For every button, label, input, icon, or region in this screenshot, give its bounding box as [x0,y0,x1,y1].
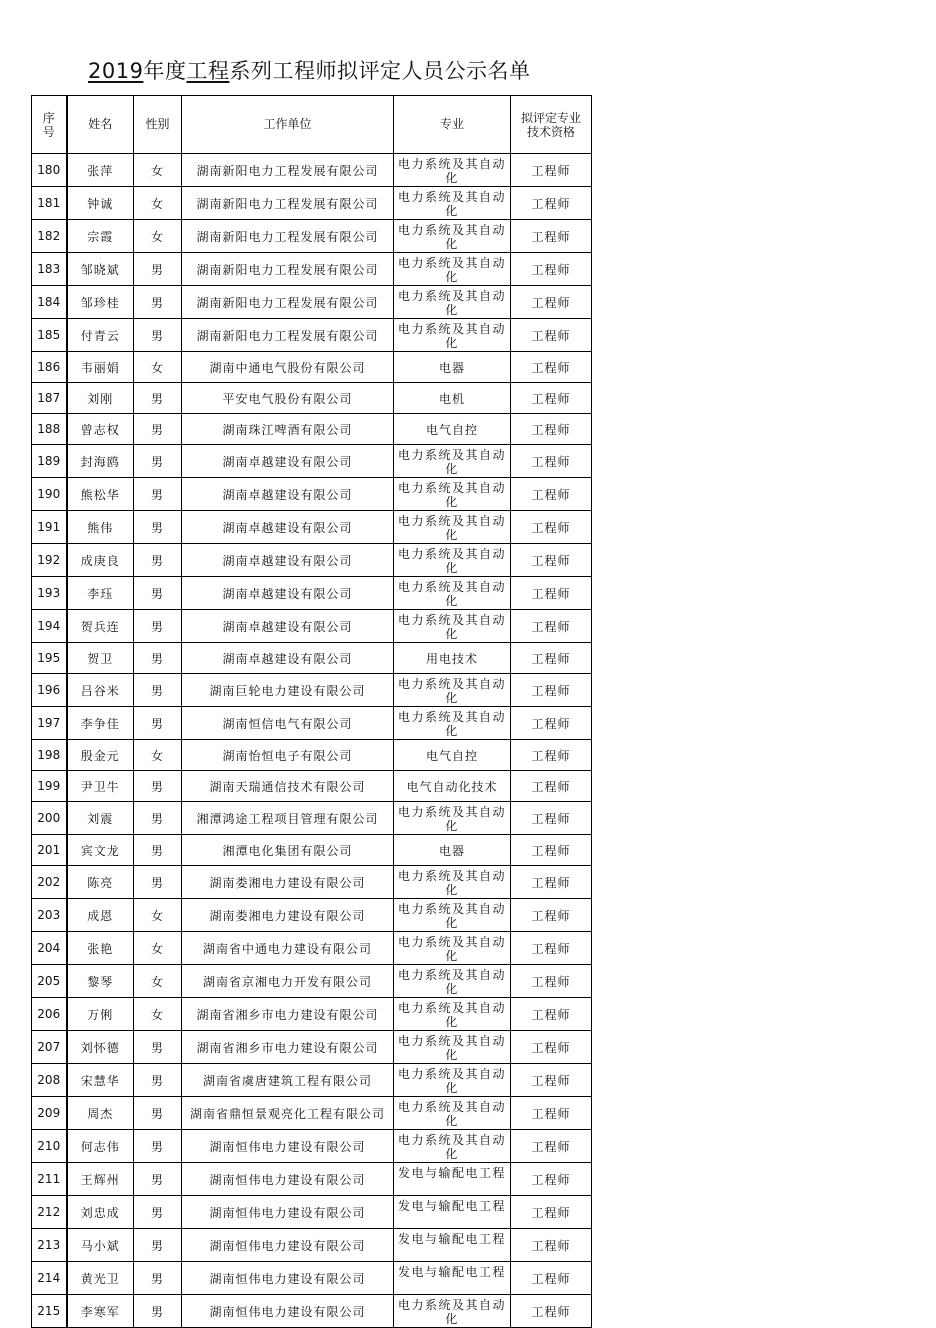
cell-name: 成庚良 [67,544,134,577]
table-row [32,1163,592,1196]
cell-gender: 男 [134,1262,182,1295]
cell-major: 电力系统及其自动化 [394,478,511,511]
cell-major: 电器 [394,352,511,383]
cell-major: 用电技术 [394,643,511,674]
cell-name: 宾文龙 [67,835,134,866]
cell-qual: 工程师 [511,414,592,445]
cell-seq: 203 [32,899,67,932]
cell-qual: 工程师 [511,965,592,998]
cell-major: 电力系统及其自动化 [394,998,511,1031]
table-row [32,610,592,643]
cell-seq: 198 [32,740,67,771]
cell-seq: 183 [32,253,67,286]
cell-unit: 湖南卓越建设有限公司 [182,445,394,478]
cell-name: 刘怀德 [67,1031,134,1064]
cell-major: 电力系统及其自动化 [394,1295,511,1328]
cell-name: 马小斌 [67,1229,134,1262]
cell-major: 电力系统及其自动化 [394,965,511,998]
table-row [32,383,592,414]
cell-gender: 男 [134,1064,182,1097]
cell-unit: 湖南怡恒电子有限公司 [182,740,394,771]
cell-name: 黄光卫 [67,1262,134,1295]
cell-unit: 湖南卓越建设有限公司 [182,610,394,643]
table-row [32,445,592,478]
cell-seq: 188 [32,414,67,445]
cell-gender: 女 [134,998,182,1031]
cell-name: 刘震 [67,802,134,835]
cell-seq: 187 [32,383,67,414]
cell-seq: 191 [32,511,67,544]
cell-unit: 湖南新阳电力工程发展有限公司 [182,286,394,319]
cell-gender: 男 [134,1196,182,1229]
cell-qual: 工程师 [511,544,592,577]
cell-qual: 工程师 [511,643,592,674]
cell-qual: 工程师 [511,220,592,253]
cell-unit: 湖南中通电气股份有限公司 [182,352,394,383]
cell-gender: 男 [134,286,182,319]
cell-qual: 工程师 [511,352,592,383]
cell-gender: 男 [134,383,182,414]
cell-name: 成恩 [67,899,134,932]
cell-major: 电力系统及其自动化 [394,319,511,352]
table-row [32,932,592,965]
cell-name: 王辉州 [67,1163,134,1196]
table-row [32,674,592,707]
table-row [32,352,592,383]
cell-qual: 工程师 [511,286,592,319]
cell-seq: 190 [32,478,67,511]
header-row [32,96,592,154]
cell-gender: 男 [134,771,182,802]
cell-major: 电力系统及其自动化 [394,866,511,899]
cell-major: 电力系统及其自动化 [394,707,511,740]
cell-gender: 男 [134,866,182,899]
cell-qual: 工程师 [511,319,592,352]
cell-unit: 湖南恒伟电力建设有限公司 [182,1262,394,1295]
cell-major: 电力系统及其自动化 [394,511,511,544]
cell-major: 电力系统及其自动化 [394,544,511,577]
cell-gender: 男 [134,643,182,674]
cell-qual: 工程师 [511,771,592,802]
table-row [32,866,592,899]
cell-gender: 女 [134,154,182,187]
cell-gender: 男 [134,253,182,286]
cell-name: 张艳 [67,932,134,965]
cell-unit: 湖南恒伟电力建设有限公司 [182,1163,394,1196]
cell-major: 电力系统及其自动化 [394,253,511,286]
cell-gender: 男 [134,1163,182,1196]
title-part3: 系列工程师拟评定人员公示名单 [229,59,531,83]
cell-unit: 湖南卓越建设有限公司 [182,643,394,674]
title-part1: 年度 [143,59,187,83]
header-qual: 拟评定专业技术资格 [511,96,592,154]
cell-name: 贺卫 [67,643,134,674]
table-row [32,414,592,445]
cell-gender: 男 [134,414,182,445]
cell-name: 李珏 [67,577,134,610]
cell-unit: 湖南巨轮电力建设有限公司 [182,674,394,707]
cell-gender: 女 [134,187,182,220]
cell-qual: 工程师 [511,835,592,866]
cell-unit: 湖南新阳电力工程发展有限公司 [182,253,394,286]
cell-name: 周杰 [67,1097,134,1130]
table-row [32,286,592,319]
header-seq: 序号 [32,96,67,154]
cell-unit: 湖南娄湘电力建设有限公司 [182,866,394,899]
cell-major: 电力系统及其自动化 [394,1130,511,1163]
cell-qual: 工程师 [511,1130,592,1163]
cell-name: 万俐 [67,998,134,1031]
header-major: 专业 [394,96,511,154]
cell-unit: 湖南娄湘电力建设有限公司 [182,899,394,932]
cell-gender: 女 [134,899,182,932]
cell-unit: 湖南新阳电力工程发展有限公司 [182,154,394,187]
cell-seq: 210 [32,1130,67,1163]
cell-qual: 工程师 [511,932,592,965]
cell-qual: 工程师 [511,802,592,835]
cell-major: 电气自动化技术 [394,771,511,802]
cell-gender: 女 [134,965,182,998]
cell-name: 熊松华 [67,478,134,511]
cell-unit: 湖南天瑞通信技术有限公司 [182,771,394,802]
table-row [32,319,592,352]
cell-qual: 工程师 [511,998,592,1031]
cell-unit: 湖南恒信电气有限公司 [182,707,394,740]
table-row [32,1262,592,1295]
cell-qual: 工程师 [511,707,592,740]
cell-gender: 女 [134,220,182,253]
cell-seq: 206 [32,998,67,1031]
cell-major: 电力系统及其自动化 [394,802,511,835]
cell-seq: 197 [32,707,67,740]
cell-name: 何志伟 [67,1130,134,1163]
cell-major: 电力系统及其自动化 [394,445,511,478]
cell-qual: 工程师 [511,154,592,187]
cell-gender: 男 [134,802,182,835]
table-row [32,1295,592,1328]
title-year: 2019 [88,59,144,83]
cell-major: 电气自控 [394,414,511,445]
cell-seq: 201 [32,835,67,866]
header-unit: 工作单位 [182,96,394,154]
cell-seq: 184 [32,286,67,319]
cell-seq: 212 [32,1196,67,1229]
cell-gender: 男 [134,835,182,866]
cell-major: 电气自控 [394,740,511,771]
cell-seq: 215 [32,1295,67,1328]
cell-name: 钟诚 [67,187,134,220]
cell-name: 尹卫牛 [67,771,134,802]
cell-seq: 195 [32,643,67,674]
cell-unit: 湖南省中通电力建设有限公司 [182,932,394,965]
cell-seq: 204 [32,932,67,965]
cell-seq: 182 [32,220,67,253]
table-row [32,802,592,835]
table-row [32,253,592,286]
cell-unit: 平安电气股份有限公司 [182,383,394,414]
table-row [32,1031,592,1064]
cell-qual: 工程师 [511,253,592,286]
table-row [32,511,592,544]
cell-qual: 工程师 [511,674,592,707]
table-row [32,835,592,866]
cell-seq: 186 [32,352,67,383]
cell-major: 电力系统及其自动化 [394,1031,511,1064]
cell-major: 发电与输配电工程 [394,1196,511,1229]
cell-unit: 湖南恒伟电力建设有限公司 [182,1229,394,1262]
cell-gender: 女 [134,352,182,383]
cell-gender: 女 [134,932,182,965]
cell-qual: 工程师 [511,478,592,511]
cell-unit: 湖南省虞唐建筑工程有限公司 [182,1064,394,1097]
cell-major: 电力系统及其自动化 [394,932,511,965]
cell-qual: 工程师 [511,383,592,414]
cell-gender: 男 [134,319,182,352]
cell-major: 电力系统及其自动化 [394,286,511,319]
cell-name: 付青云 [67,319,134,352]
cell-seq: 180 [32,154,67,187]
cell-gender: 男 [134,707,182,740]
table-row [32,1064,592,1097]
table-row [32,998,592,1031]
cell-qual: 工程师 [511,1031,592,1064]
cell-unit: 湖南省鼎恒景观亮化工程有限公司 [182,1097,394,1130]
cell-major: 电力系统及其自动化 [394,187,511,220]
cell-seq: 193 [32,577,67,610]
cell-gender: 男 [134,544,182,577]
cell-gender: 男 [134,445,182,478]
cell-name: 熊伟 [67,511,134,544]
cell-gender: 男 [134,577,182,610]
cell-name: 李争佳 [67,707,134,740]
table-row [32,643,592,674]
cell-unit: 湖南卓越建设有限公司 [182,544,394,577]
cell-name: 曾志权 [67,414,134,445]
cell-major: 电力系统及其自动化 [394,674,511,707]
cell-unit: 湘潭鸿途工程项目管理有限公司 [182,802,394,835]
cell-qual: 工程师 [511,866,592,899]
cell-seq: 205 [32,965,67,998]
cell-gender: 男 [134,1031,182,1064]
cell-name: 刘忠成 [67,1196,134,1229]
cell-seq: 209 [32,1097,67,1130]
page-title [88,55,530,85]
header-gender: 性别 [134,96,182,154]
cell-unit: 湖南省湘乡市电力建设有限公司 [182,1031,394,1064]
cell-seq: 185 [32,319,67,352]
cell-major: 发电与输配电工程 [394,1262,511,1295]
cell-name: 陈亮 [67,866,134,899]
cell-major: 电机 [394,383,511,414]
cell-qual: 工程师 [511,899,592,932]
cell-seq: 213 [32,1229,67,1262]
table-row [32,1097,592,1130]
cell-major: 电力系统及其自动化 [394,610,511,643]
table-row [32,740,592,771]
table-body [32,154,592,1328]
cell-gender: 男 [134,610,182,643]
cell-major: 电力系统及其自动化 [394,154,511,187]
cell-unit: 湖南新阳电力工程发展有限公司 [182,220,394,253]
cell-gender: 男 [134,1130,182,1163]
cell-name: 张萍 [67,154,134,187]
cell-name: 封海鸥 [67,445,134,478]
cell-unit: 湖南卓越建设有限公司 [182,478,394,511]
cell-name: 黎琴 [67,965,134,998]
cell-seq: 196 [32,674,67,707]
table-row [32,707,592,740]
table-row [32,1196,592,1229]
cell-unit: 湖南恒伟电力建设有限公司 [182,1196,394,1229]
table-row [32,965,592,998]
cell-qual: 工程师 [511,1163,592,1196]
cell-qual: 工程师 [511,577,592,610]
table-row [32,1229,592,1262]
cell-name: 邹珍桂 [67,286,134,319]
table-row [32,220,592,253]
cell-seq: 199 [32,771,67,802]
cell-qual: 工程师 [511,187,592,220]
cell-seq: 208 [32,1064,67,1097]
cell-qual: 工程师 [511,1097,592,1130]
cell-name: 吕谷米 [67,674,134,707]
cell-seq: 207 [32,1031,67,1064]
cell-seq: 189 [32,445,67,478]
table-row [32,899,592,932]
cell-unit: 湖南恒伟电力建设有限公司 [182,1295,394,1328]
cell-seq: 181 [32,187,67,220]
cell-name: 贺兵连 [67,610,134,643]
cell-name: 宋慧华 [67,1064,134,1097]
cell-major: 电力系统及其自动化 [394,577,511,610]
cell-major: 发电与输配电工程 [394,1229,511,1262]
cell-gender: 男 [134,674,182,707]
cell-qual: 工程师 [511,610,592,643]
roster-table [31,95,592,1328]
cell-unit: 湖南恒伟电力建设有限公司 [182,1130,394,1163]
cell-gender: 男 [134,511,182,544]
table-row [32,544,592,577]
cell-major: 电器 [394,835,511,866]
cell-seq: 192 [32,544,67,577]
cell-unit: 湖南省京湘电力开发有限公司 [182,965,394,998]
cell-name: 殷金元 [67,740,134,771]
cell-gender: 女 [134,740,182,771]
cell-unit: 湘潭电化集团有限公司 [182,835,394,866]
cell-qual: 工程师 [511,511,592,544]
header-name: 姓名 [67,96,134,154]
cell-unit: 湖南珠江啤酒有限公司 [182,414,394,445]
title-part2: 工程 [186,59,230,83]
cell-name: 宗霞 [67,220,134,253]
cell-qual: 工程师 [511,1064,592,1097]
table-row [32,478,592,511]
cell-qual: 工程师 [511,1262,592,1295]
cell-major: 发电与输配电工程 [394,1163,511,1196]
cell-seq: 200 [32,802,67,835]
cell-gender: 男 [134,1229,182,1262]
cell-major: 电力系统及其自动化 [394,1097,511,1130]
cell-gender: 男 [134,1097,182,1130]
table-row [32,154,592,187]
cell-gender: 男 [134,1295,182,1328]
table-row [32,771,592,802]
cell-seq: 202 [32,866,67,899]
cell-seq: 211 [32,1163,67,1196]
cell-name: 邹晓斌 [67,253,134,286]
cell-name: 刘刚 [67,383,134,414]
cell-seq: 194 [32,610,67,643]
cell-gender: 男 [134,478,182,511]
cell-qual: 工程师 [511,740,592,771]
cell-unit: 湖南新阳电力工程发展有限公司 [182,187,394,220]
cell-unit: 湖南卓越建设有限公司 [182,511,394,544]
cell-qual: 工程师 [511,445,592,478]
cell-qual: 工程师 [511,1196,592,1229]
table-row [32,577,592,610]
cell-qual: 工程师 [511,1295,592,1328]
cell-unit: 湖南卓越建设有限公司 [182,577,394,610]
cell-name: 韦丽娟 [67,352,134,383]
cell-unit: 湖南新阳电力工程发展有限公司 [182,319,394,352]
table-row [32,1130,592,1163]
table-row [32,187,592,220]
cell-qual: 工程师 [511,1229,592,1262]
cell-name: 李寒军 [67,1295,134,1328]
cell-unit: 湖南省湘乡市电力建设有限公司 [182,998,394,1031]
cell-major: 电力系统及其自动化 [394,1064,511,1097]
cell-major: 电力系统及其自动化 [394,899,511,932]
cell-major: 电力系统及其自动化 [394,220,511,253]
cell-seq: 214 [32,1262,67,1295]
